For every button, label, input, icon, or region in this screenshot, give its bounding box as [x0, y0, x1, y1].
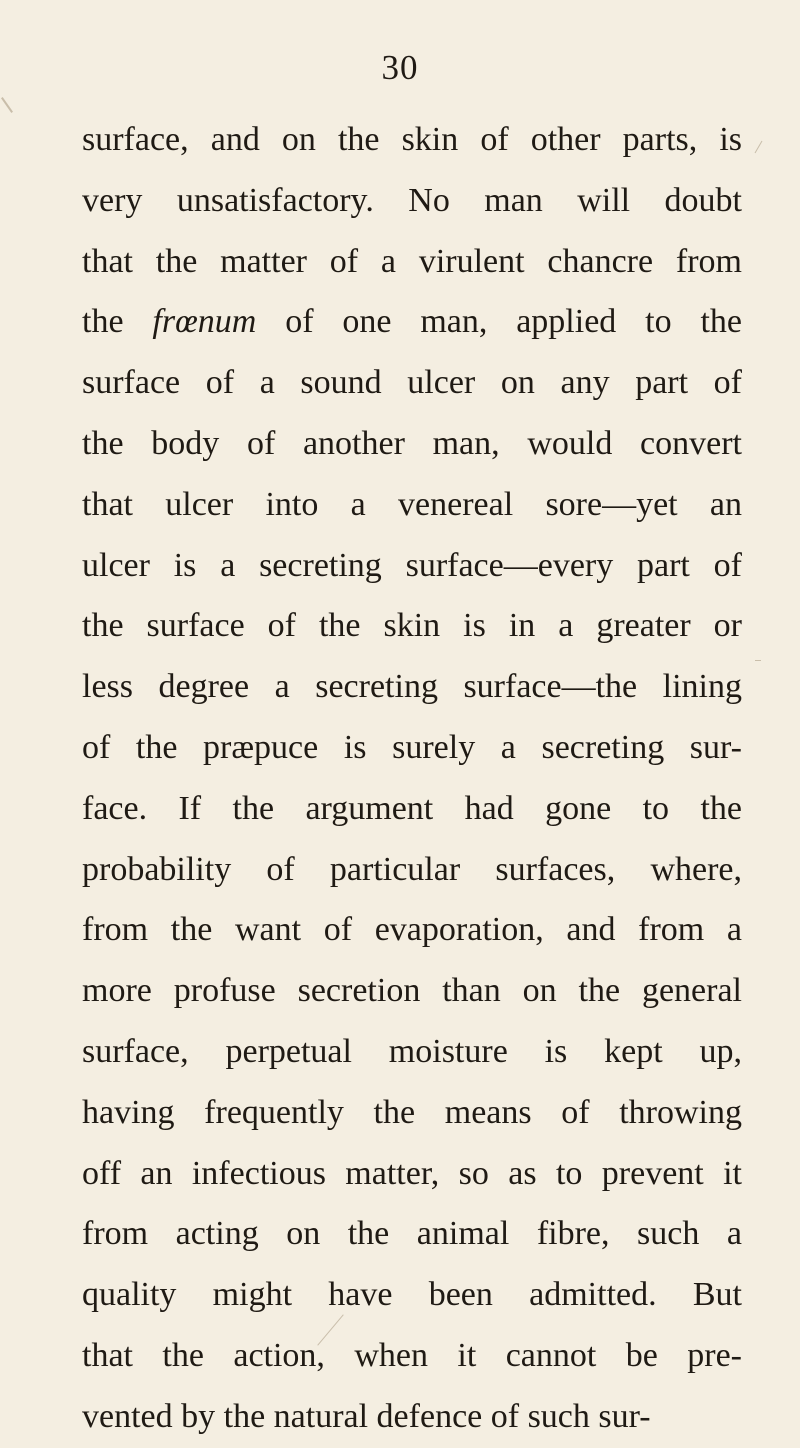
text-segment: of one man, applied to the	[256, 303, 742, 341]
text-segment: the	[82, 303, 153, 341]
text-line: from acting on the animal fibre, such a	[82, 1215, 742, 1253]
body-text	[82, 110, 742, 1448]
text-line: surface, perpetual moisture is kept up,	[82, 1032, 742, 1070]
italic-term: frœnum	[152, 303, 257, 341]
text-line: probability of particular surfaces, where,	[82, 850, 742, 888]
text-line: face. If the argument had gone to the	[82, 789, 742, 827]
text-line: less degree a secreting surface—the lining	[82, 668, 742, 706]
text-line: ulcer is a secreting surface—every part of	[82, 546, 742, 584]
paper-mark	[755, 660, 761, 661]
page-number: 30	[381, 48, 419, 87]
text-line: having frequently the means of throwing	[82, 1093, 742, 1131]
text-line: off an infectious matter, so as to prevent it	[82, 1154, 742, 1192]
text-line: surface, and on the skin of other parts, is	[82, 121, 742, 158]
text-line: very unsatisfactory. No man will doubt	[82, 181, 742, 219]
text-line	[82, 292, 742, 353]
text-line: quality might have been admitted. But	[82, 1276, 742, 1314]
text-line: more profuse secretion than on the general	[82, 972, 742, 1010]
text-line: vented by the natural defence of such sur-	[82, 1397, 651, 1435]
text-line: that ulcer into a venereal sore—yet an	[82, 485, 742, 523]
paper-mark	[755, 141, 763, 154]
text-line: of the præpuce is surely a secreting sur-	[82, 728, 742, 766]
text-line: that the action, when it cannot be pre-	[82, 1336, 742, 1374]
paper-mark	[1, 97, 13, 113]
text-line: that the matter of a virulent chancre from	[82, 242, 742, 280]
text-line: from the want of evaporation, and from a	[82, 911, 742, 949]
text-line: the body of another man, would convert	[82, 424, 742, 462]
text-line: the surface of the skin is in a greater or	[82, 607, 742, 645]
text-line: surface of a sound ulcer on any part of	[82, 364, 742, 402]
